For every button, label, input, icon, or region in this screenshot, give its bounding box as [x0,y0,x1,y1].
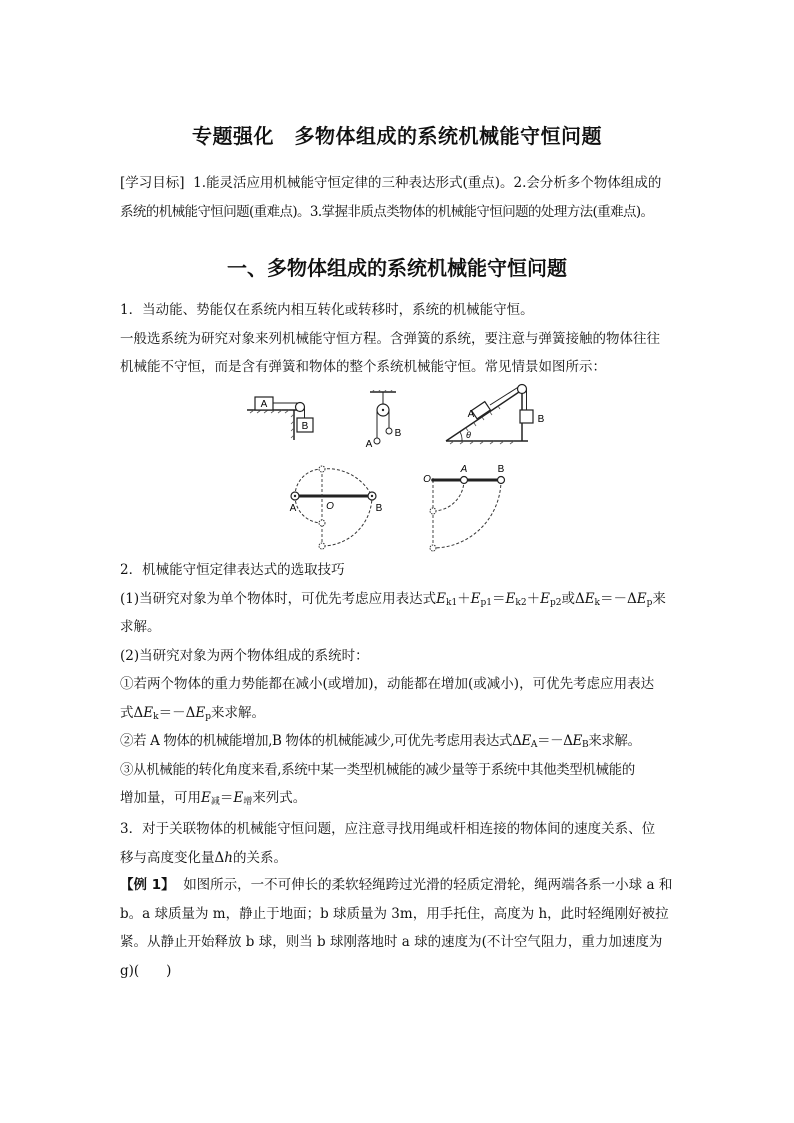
section-heading: 一、多物体组成的系统机械能守恒问题 [227,256,567,280]
example-label: 【例 1】 [120,877,175,893]
figure-incline-pulley [440,380,555,445]
p3-pre: 移与高度变化量 [120,849,215,866]
label-a: A [467,409,475,420]
example-line-4: g)( ) [120,962,172,979]
example-line-3: 紧。从静止开始释放 b 球，则当 b 球刚落地时 a 球的速度为(不计空气阻力，重力加速度为 [120,934,663,950]
figure-rod-end-pivot [418,458,518,553]
ball-b [386,428,392,434]
item2-post: 来求解。 [588,733,641,749]
label-a: A [289,503,297,514]
case1-end: 来 [652,590,666,607]
p1-line-2: 一般选系统为研究对象来列机械能守恒方程。含弹簧的系统，要注意与弹簧接触的物体往往 [120,330,660,347]
paragraph-1 [120,296,676,382]
item1-post: 来求解。 [210,704,265,721]
item3-pre: 增加量，可用 [120,790,201,806]
objectives-line-2: 系统的机械能守恒问题(重难点)。3.掌握非质点类物体的机械能守恒问题的处理方法(重难点)。 [120,203,654,220]
example-1 [120,871,676,985]
label-a: A [460,464,468,475]
p2-item-1-cont: 式$\Delta E_k=-\Delta E_p$来求解。 [120,704,265,722]
label-b: B [497,464,505,475]
item2-pre: ②若 A 物体的机械能增加,B 物体的机械能减少,可优先考虑用表达式 [120,733,513,749]
example-line-2: b。a 球质量为 m，静止于地面；b 球质量为 3m，用手托住，高度为 h，此时轻绳刚好被拉 [120,905,669,922]
figure-atwood-machine [362,390,412,450]
example-text-1: 如图所示，一不可伸长的柔软轻绳跨过光滑的轻质定滑轮，绳两端各系一小球 a 和 [183,877,673,893]
objectives-label: [学习目标] [120,175,185,191]
label-b: B [394,428,402,439]
objectives-text-1: 1.能灵活应用机械能守恒定律的三种表达形式(重点)。2.会分析多个物体组成的 [193,175,662,191]
label-o: O [326,501,334,512]
ball-a [374,438,380,444]
figure-rod-center-pivot [282,458,392,553]
p3-post: 的关系。 [232,849,287,866]
p3-line-1: 3．对于关联物体的机械能守恒问题，应注意寻找用绳或杆相连接的物体间的速度关系、位 [120,821,656,837]
p3-line-2: 移与高度变化量Δh的关系。 [120,849,287,866]
page-title: 专题强化 多物体组成的系统机械能守恒问题 [192,124,602,148]
ball-a [461,477,468,484]
block-b [520,410,533,423]
example-line-1 [120,871,676,900]
p1-line-3: 机械能不守恒，而是含有弹簧和物体的整个系统机械能守恒。常见情景如图所示： [120,359,606,375]
p2-case-2: (2)当研究对象为两个物体组成的系统时： [120,647,369,664]
p2-case-1: (1)当研究对象为单个物体时，可优先考虑应用表达式$E_{k1}+E_{p1}=E_{k2}+E_{p2}$或$\Delta E_k=-\Delta E_p$来 [120,590,666,608]
item1-pre: 式 [120,704,134,721]
p2-item-1: ①若两个物体的重力势能都在减小(或增加)，动能都在增加(或减小)，可优先考虑应用表达 [120,676,655,692]
label-a: A [365,439,373,450]
label-b: B [375,503,383,514]
p2-case-1-cont: 求解。 [120,619,161,635]
paragraph-2 [120,556,676,813]
p2-heading: 2．机械能守恒定律表达式的选取技巧 [120,562,345,578]
paragraph-3 [120,815,676,872]
ball-b [498,477,505,484]
angle-theta: θ [466,430,471,440]
figure-table-pulley [245,390,335,445]
pulley [518,385,527,394]
label-a: A [260,399,268,410]
item3-post: 来列式。 [252,790,307,806]
label-b: B [537,414,545,425]
learning-objectives [120,169,676,226]
case1-or: 或 [561,590,575,607]
label-b: B [301,421,309,432]
pulley [296,403,305,412]
p2-item-2: ②若 A 物体的机械能增加,B 物体的机械能减少,可优先考虑用表达式$\Delta E_A=-\Delta E_B$来求解。 [120,733,641,750]
label-o: O [423,474,431,485]
p2-item-3: ③从机械能的转化角度来看,系统中某一类型机械能的减少量等于系统中其他类型机械能的 [120,761,635,778]
case1-text: (1)当研究对象为单个物体时，可优先考虑应用表达式 [120,590,437,607]
objectives-line-1 [120,169,676,198]
p2-item-3-cont: 增加量，可用$E_减=E_增$来列式。 [120,790,307,807]
p1-line-1: 1．当动能、势能仅在系统内相互转化或转移时，系统的机械能守恒。 [120,302,534,318]
